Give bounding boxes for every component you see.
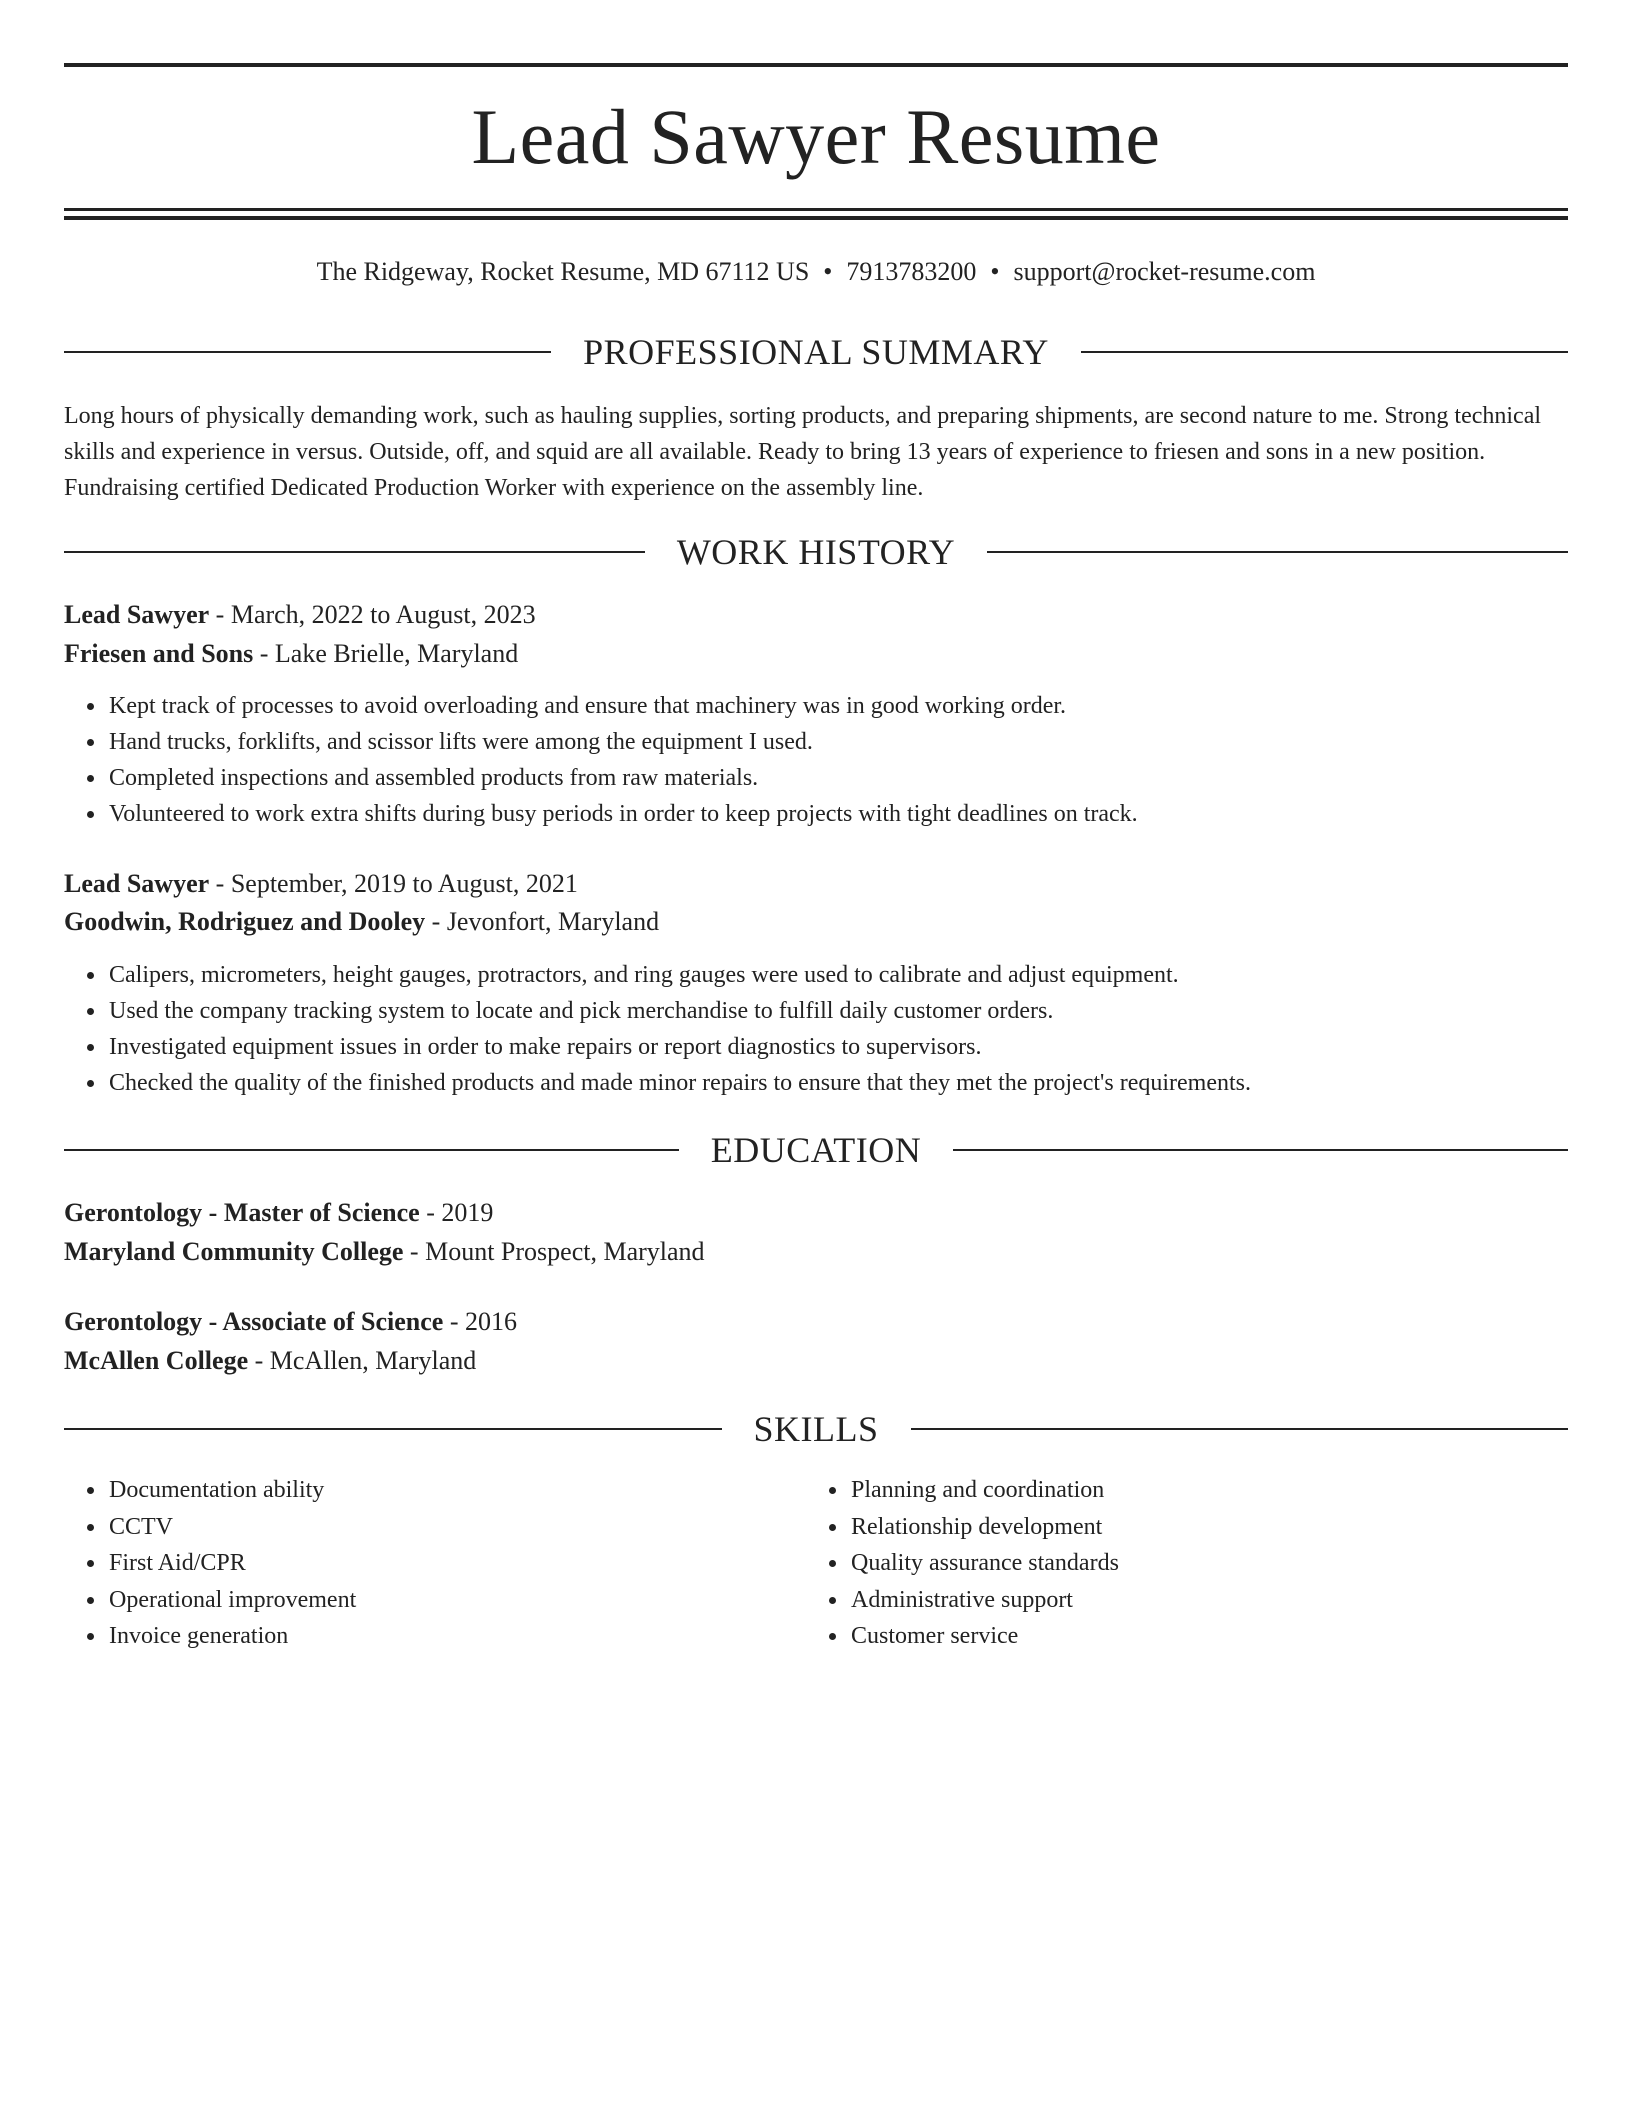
section-label: SKILLS bbox=[753, 1409, 879, 1449]
job-location: - Jevonfort, Maryland bbox=[425, 907, 660, 936]
heading-rule bbox=[987, 551, 1568, 553]
job-company-line bbox=[64, 635, 1568, 673]
skills-list-left bbox=[64, 1472, 807, 1655]
job-duties-list bbox=[64, 688, 1568, 832]
skill-item: • First Aid/CPR bbox=[107, 1545, 807, 1582]
summary-text: Long hours of physically demanding work, such as hauling supplies, sorting products, and preparing shipments, are second nature to me. Strong technical skills and experience in versus. Outside, off, and squid are all available. Ready to bring 13 years of experience to friesen and sons in a new position. Fundraising certified Dedicated Production Worker with experience on the assembly line. bbox=[64, 403, 1542, 501]
list-item: • Volunteered to work extra shifts during busy periods in order to keep projects with tight deadlines on track. bbox=[107, 796, 1568, 832]
skill-item: • Documentation ability bbox=[107, 1472, 807, 1509]
skill-item: • Invoice generation bbox=[107, 1618, 807, 1655]
job-company: Friesen and Sons bbox=[64, 639, 254, 668]
title-rule-upper bbox=[64, 208, 1568, 214]
heading-rule bbox=[64, 351, 551, 353]
degree-year: - 2016 bbox=[443, 1307, 518, 1336]
degree-line bbox=[64, 1303, 1568, 1341]
list-item: • Used the company tracking system to locate and pick merchandise to fulfill daily customer orders. bbox=[107, 993, 1568, 1029]
job-location: - Lake Brielle, Maryland bbox=[253, 639, 519, 668]
degree-line bbox=[64, 1194, 1568, 1232]
list-item: • Hand trucks, forklifts, and scissor lifts were among the equipment I used. bbox=[107, 724, 1568, 760]
heading-rule bbox=[953, 1149, 1568, 1151]
school-location: - Mount Prospect, Maryland bbox=[403, 1237, 705, 1266]
list-item: • Kept track of processes to avoid overloading and ensure that machinery was in good working order. bbox=[107, 688, 1568, 724]
section-label: PROFESSIONAL SUMMARY bbox=[583, 332, 1049, 372]
section-heading-education bbox=[64, 1128, 1568, 1172]
list-item: • Calipers, micrometers, height gauges, protractors, and ring gauges were used to calibrate and adjust equipment. bbox=[107, 957, 1568, 993]
list-item: • Completed inspections and assembled products from raw materials. bbox=[107, 760, 1568, 796]
contact-address: The Ridgeway, Rocket Resume, MD 67112 US bbox=[316, 257, 810, 286]
skill-item: • CCTV bbox=[107, 1509, 807, 1546]
skill-item: • Administrative support bbox=[849, 1582, 1549, 1619]
heading-rule bbox=[911, 1428, 1569, 1430]
contact-email[interactable]: support@rocket-resume.com bbox=[1013, 257, 1316, 286]
top-rule bbox=[64, 63, 1568, 67]
list-item: • Investigated equipment issues in order to make repairs or report diagnostics to supervisors. bbox=[107, 1029, 1568, 1065]
job-company-line bbox=[64, 903, 1568, 941]
skill-item: • Customer service bbox=[849, 1618, 1549, 1655]
section-label: EDUCATION bbox=[710, 1130, 922, 1170]
degree: Gerontology - Associate of Science bbox=[64, 1307, 444, 1336]
heading-rule bbox=[64, 1149, 679, 1151]
heading-rule bbox=[64, 1428, 722, 1430]
skill-item: • Operational improvement bbox=[107, 1582, 807, 1619]
job-dates: - March, 2022 to August, 2023 bbox=[209, 600, 536, 629]
contact-line bbox=[64, 252, 1568, 292]
contact-separator: • bbox=[823, 257, 833, 286]
school-line bbox=[64, 1342, 1568, 1380]
school: McAllen College bbox=[64, 1346, 249, 1375]
skill-item: • Relationship development bbox=[849, 1509, 1549, 1546]
degree-year: - 2019 bbox=[419, 1198, 494, 1227]
job-title: Lead Sawyer bbox=[64, 600, 210, 629]
school-location: - McAllen, Maryland bbox=[248, 1346, 477, 1375]
job-title-line bbox=[64, 596, 1568, 634]
section-heading-work bbox=[64, 530, 1568, 574]
job-company: Goodwin, Rodriguez and Dooley bbox=[64, 907, 426, 936]
skill-item: • Planning and coordination bbox=[849, 1472, 1549, 1509]
contact-phone: 7913783200 bbox=[846, 257, 977, 286]
heading-rule bbox=[64, 551, 645, 553]
skill-item: • Quality assurance standards bbox=[849, 1545, 1549, 1582]
school-line bbox=[64, 1233, 1568, 1271]
job-title-line bbox=[64, 865, 1568, 903]
job-duties-list bbox=[64, 957, 1568, 1101]
skills-list-right bbox=[806, 1472, 1549, 1655]
school: Maryland Community College bbox=[64, 1237, 404, 1266]
list-item: • Checked the quality of the finished products and made minor repairs to ensure that they met the project's requirements. bbox=[107, 1065, 1568, 1101]
section-heading-summary bbox=[64, 330, 1568, 374]
contact-separator: • bbox=[990, 257, 1000, 286]
section-heading-skills bbox=[64, 1407, 1568, 1451]
degree: Gerontology - Master of Science bbox=[64, 1198, 420, 1227]
section-label: WORK HISTORY bbox=[676, 532, 956, 572]
title-rule-lower bbox=[64, 216, 1568, 220]
heading-rule bbox=[1081, 351, 1568, 353]
job-title: Lead Sawyer bbox=[64, 869, 210, 898]
job-dates: - September, 2019 to August, 2021 bbox=[209, 869, 578, 898]
page-title: Lead Sawyer Resume bbox=[471, 93, 1161, 180]
